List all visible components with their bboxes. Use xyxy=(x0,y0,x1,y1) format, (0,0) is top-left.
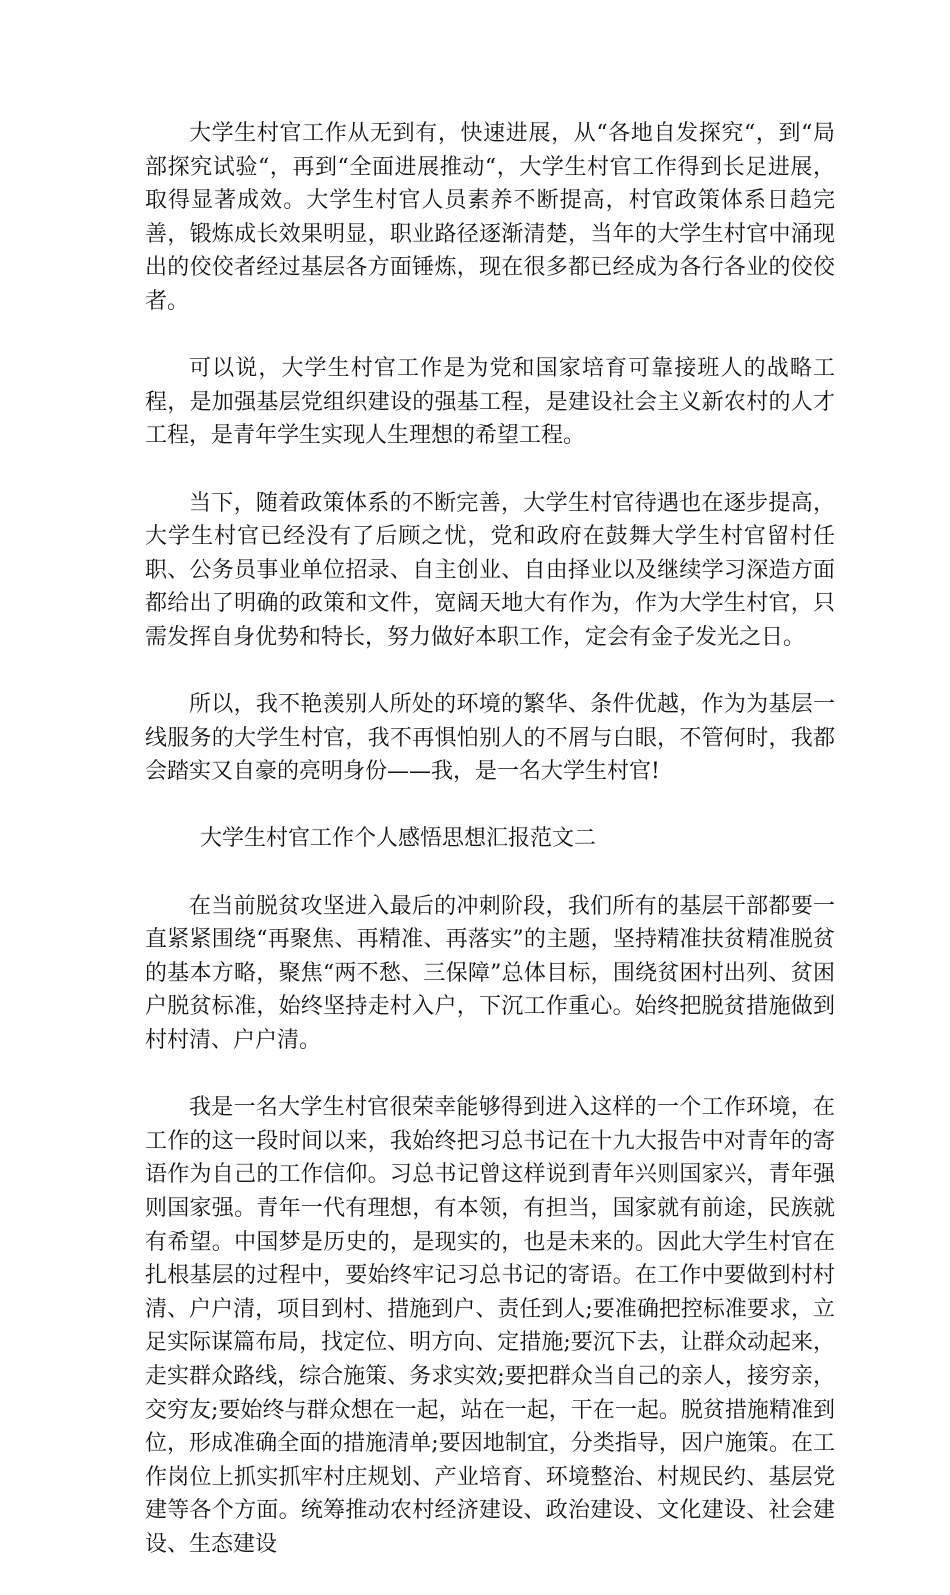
section-heading: 大学生村官工作个人感悟思想汇报范文二 xyxy=(200,826,597,852)
paragraph-2: 可以说，大学生村官工作是为党和国家培育可靠接班人的战略工程，是加强基层党组织建设的强基工程，是建设社会主义新农村的人才工程，是青年学生实现人生理想的希望工程。 xyxy=(145,356,835,449)
paragraph-5: 在当前脱贫攻坚进入最后的冲刺阶段，我们所有的基层干部都要一直紧紧围绕“再聚焦、再精准、再落实”的主题，坚持精准扶贫精准脱贫的基本方略，聚焦“两不愁、三保障”总体目标，围绕贫困村出列、贫困户脱贫标准，始终坚持走村入户，下沉工作重心。始终把脱贫措施做到村村清、户户清。 xyxy=(145,893,835,1054)
paragraph-6: 我是一名大学生村官很荣幸能够得到进入这样的一个工作环境，在工作的这一段时间以来，我始终把习总书记在十九大报告中对青年的寄语作为自己的工作信仰。习总书记曾这样说到青年兴则国家兴，青年强则国家强。青年一代有理想，有本领，有担当，国家就有前途，民族就有希望。中国梦是历史的，是现实的，也是未来的。因此大学生村官在扎根基层的过程中，要始终牢记习总书记的寄语。在工作中要做到村村清、户户清，项目到村、措施到户、责任到人;要准确把控标准要求，立足实际谋篇布局，找定位、明方向、定措施;要沉下去，让群众动起来，走实群众路线，综合施策、务求实效;要把群众当自己的亲人，接穷亲，交穷友;要始终与群众想在一起，站在一起，干在一起。脱贫措施精准到位，形成准确全面的措施清单;要因地制宜，分类指导，因户施策。在工作岗位上抓实抓牢村庄规划、产业培育、环境整治、村规民约、基层党建等各个方面。统筹推动农村经济建设、政治建设、文化建设、社会建设、生态建设 xyxy=(145,1095,835,1557)
paragraph-1: 大学生村官工作从无到有，快速进展，从“各地自发探究“，到“局部探究试验“，再到“全面进展推动“，大学生村官工作得到长足进展，取得显著成效。大学生村官人员素养不断提高，村官政策体系日趋完善，锻炼成长效果明显，职业路径逐渐清楚，当年的大学生村官中涌现出的佼佼者经过基层各方面锤炼，现在很多都已经成为各行各业的佼佼者。 xyxy=(145,121,835,314)
document-page xyxy=(145,117,835,1595)
paragraph-3: 当下，随着政策体系的不断完善，大学生村官待遇也在逐步提高，大学生村官已经没有了后顾之忧，党和政府在鼓舞大学生村官留村任职、公务员事业单位招录、自主创业、自由择业以及继续学习深造方面都给出了明确的政策和文件，宽阔天地大有作为，作为大学生村官，只需发挥自身优势和特长，努力做好本职工作，定会有金子发光之日。 xyxy=(145,490,835,650)
paragraph-4: 所以，我不艳羡别人所处的环境的繁华、条件优越，作为为基层一线服务的大学生村官，我不再惧怕别人的不屑与白眼，不管何时，我都会踏实又自豪的亮明身份——我，是一名大学生村官! xyxy=(145,692,835,785)
